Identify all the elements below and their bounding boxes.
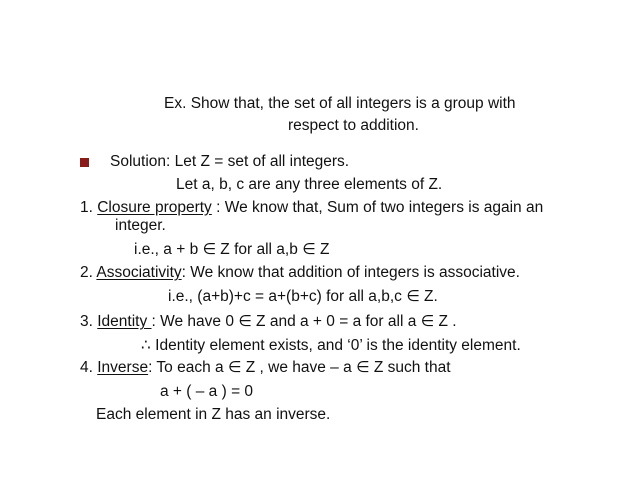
inverse-line	[80, 358, 451, 378]
inverse-conclusion: Each element in Z has an inverse.	[96, 406, 331, 423]
closure-text: : We know that, Sum of two integers is again an	[211, 199, 544, 216]
title-line-1: Ex. Show that, the set of all integers is a group with	[164, 95, 516, 112]
associativity-term: Associativity	[96, 264, 182, 281]
identity-line	[80, 312, 457, 332]
inverse-number: 4.	[80, 359, 98, 376]
solution-line-1: Solution: Let Z = set of all integers.	[110, 153, 350, 170]
associativity-line	[80, 263, 520, 283]
identity-term: Identity	[97, 313, 152, 330]
inverse-term: Inverse	[97, 359, 149, 376]
square-bullet-icon	[80, 158, 89, 167]
identity-number: 3.	[80, 313, 98, 330]
closure-term: Closure property	[97, 199, 212, 216]
closure-ie: i.e., a + b ∈ Z for all a,b ∈ Z	[134, 241, 330, 258]
closure-number: 1.	[80, 199, 98, 216]
associativity-number: 2.	[80, 264, 97, 281]
title-line-2: respect to addition.	[288, 117, 419, 134]
closure-continuation: integer.	[115, 217, 166, 234]
associativity-text: : We know that addition of integers is associative.	[181, 264, 520, 281]
inverse-equation: a + ( – a ) = 0	[160, 383, 254, 400]
solution-line-2: Let a, b, c are any three elements of Z.	[176, 176, 443, 193]
inverse-text: : To each a ∈ Z , we have – a ∈ Z such that	[148, 359, 451, 376]
closure-line	[80, 198, 543, 218]
identity-text: : We have 0 ∈ Z and a + 0 = a for all a ∈ Z .	[151, 313, 457, 330]
associativity-ie: i.e., (a+b)+c = a+(b+c) for all a,b,c ∈ Z.	[168, 288, 438, 305]
identity-therefore: ∴ Identity element exists, and ‘0’ is the identity element.	[141, 337, 521, 354]
